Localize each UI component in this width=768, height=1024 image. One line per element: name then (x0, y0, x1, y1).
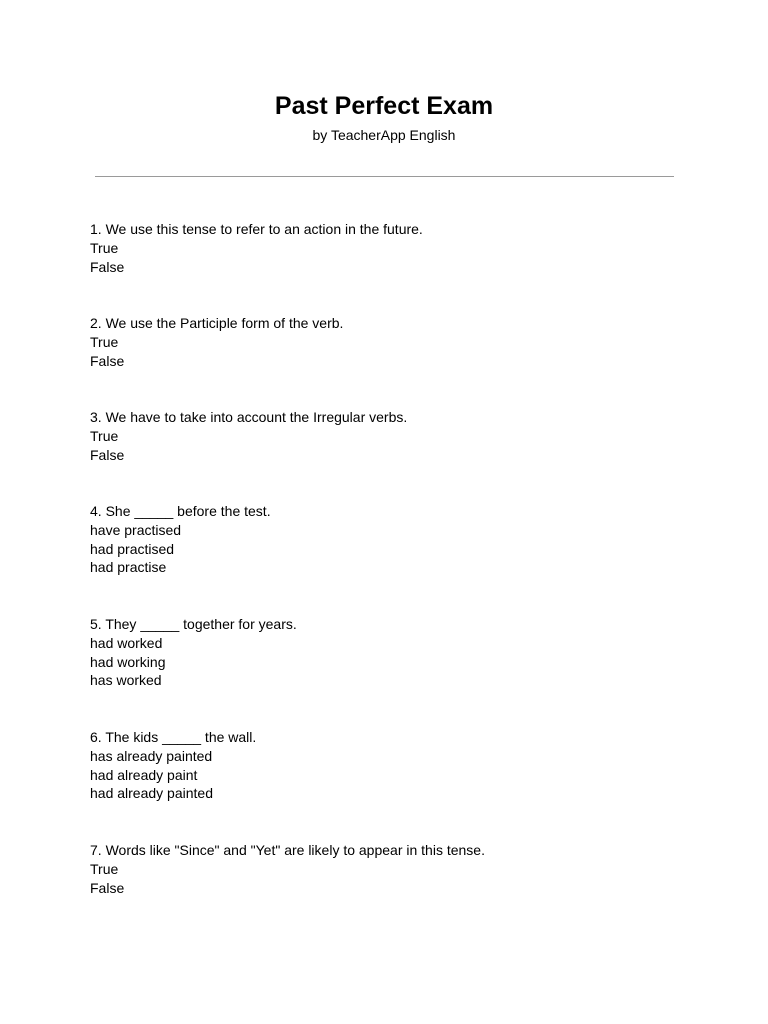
answer-option[interactable]: True (90, 239, 119, 256)
answer-option[interactable]: False (90, 258, 125, 275)
question-text: 3. We have to take into account the Irregular verbs. (90, 409, 408, 425)
question-text: 5. They _____ together for years. (90, 616, 297, 632)
answer-option[interactable]: has already painted (90, 747, 213, 764)
question-text: 7. Words like "Since" and "Yet" are likely to appear in this tense. (90, 842, 485, 858)
answer-option[interactable]: True (90, 860, 119, 877)
question-2 (90, 314, 690, 370)
answer-option[interactable]: False (90, 879, 125, 896)
answer-option[interactable]: had worked (90, 634, 163, 651)
question-6 (90, 728, 690, 803)
header-divider (95, 176, 674, 177)
answer-option[interactable]: had already painted (90, 785, 213, 802)
page-title: Past Perfect Exam (274, 92, 494, 120)
answer-option[interactable]: False (90, 352, 125, 369)
page-subtitle: by TeacherApp English (312, 127, 456, 143)
question-text: 4. She _____ before the test. (90, 503, 271, 519)
answer-option[interactable]: had practise (90, 559, 167, 576)
question-7 (90, 841, 690, 897)
answer-option[interactable]: True (90, 333, 119, 350)
question-4 (90, 502, 690, 577)
answer-option[interactable]: had already paint (90, 766, 198, 783)
question-text: 2. We use the Participle form of the verb. (90, 315, 344, 331)
answer-option[interactable]: True (90, 427, 119, 444)
answer-option[interactable]: had working (90, 653, 166, 670)
question-5 (90, 615, 690, 690)
question-text: 6. The kids _____ the wall. (90, 729, 257, 745)
answer-option[interactable]: has worked (90, 672, 162, 689)
answer-option[interactable]: had practised (90, 540, 175, 557)
question-text: 1. We use this tense to refer to an action in the future. (90, 221, 423, 237)
question-3 (90, 408, 690, 464)
answer-option[interactable]: False (90, 446, 125, 463)
question-1 (90, 220, 690, 276)
answer-option[interactable]: have practised (90, 521, 182, 538)
